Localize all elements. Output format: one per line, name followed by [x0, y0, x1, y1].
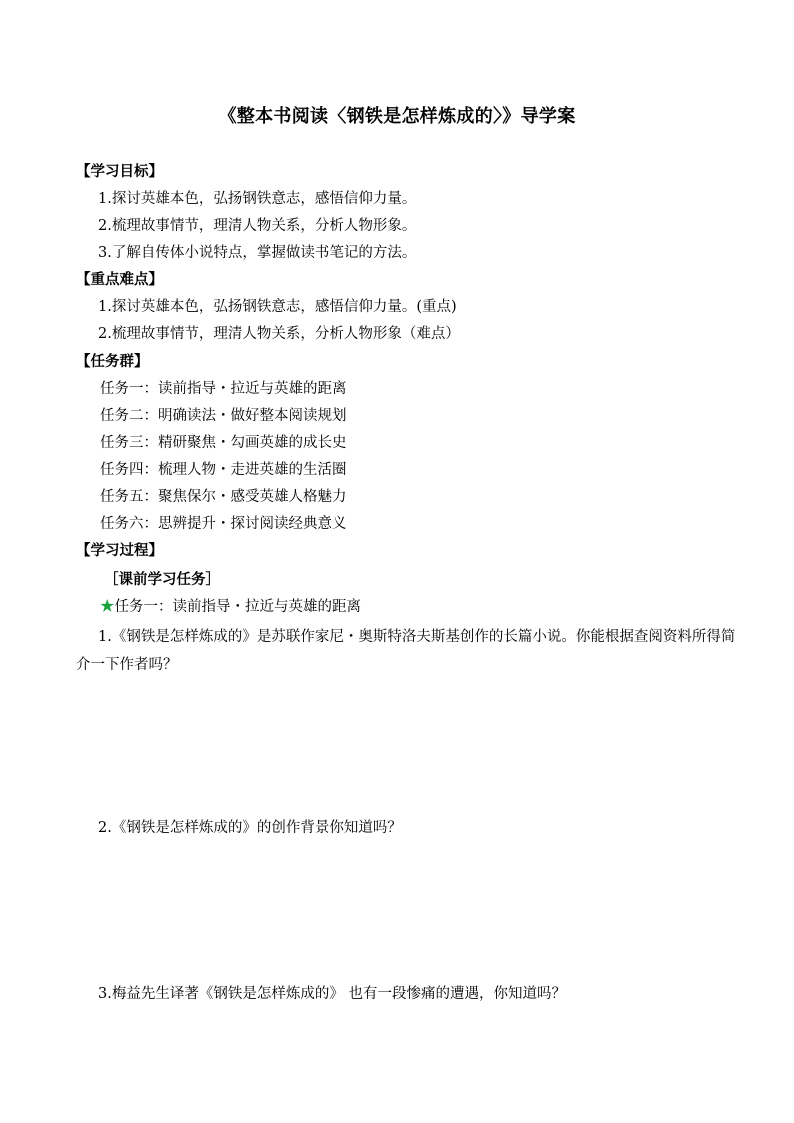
- key-points-heading: 【重点难点】: [76, 271, 163, 288]
- key-point-item-1: 1.探讨英雄本色，弘扬钢铁意志，感悟信仰力量。(重点): [98, 299, 457, 315]
- objective-item-3: 3.了解自传体小说特点，掌握做读书笔记的方法。: [98, 245, 417, 261]
- question-3: 3.梅益先生译著《钢铁是怎样炼成的》 也有一段惨痛的遭遇，你知道吗？: [98, 986, 566, 1002]
- objective-item-2: 2.梳理故事情节，理清人物关系，分析人物形象。: [98, 218, 417, 234]
- task-one-label: 任务一：读前指导・拉近与英雄的距离: [114, 599, 361, 615]
- task-item-5: 任务五：聚焦保尔・感受英雄人格魅力: [100, 489, 347, 505]
- task-item-2: 任务二：明确读法・做好整本阅读规划: [100, 408, 347, 424]
- document-title: 《整本书阅读〈钢铁是怎样炼成的〉》导学案: [218, 106, 576, 127]
- pre-class-subheading: ［课前学习任务］: [104, 571, 220, 588]
- process-heading: 【学习过程】: [76, 542, 163, 559]
- key-point-item-2: 2.梳理故事情节，理清人物关系，分析人物形象（难点）: [98, 326, 460, 342]
- objective-item-1: 1.探讨英雄本色，弘扬钢铁意志，感悟信仰力量。: [98, 191, 417, 207]
- task-item-6: 任务六：思辨提升・探讨阅读经典意义: [100, 516, 347, 532]
- task-item-1: 任务一：读前指导・拉近与英雄的距离: [100, 381, 347, 397]
- task-item-4: 任务四：梳理人物・走进英雄的生活圈: [100, 462, 347, 478]
- objectives-heading: 【学习目标】: [76, 163, 163, 180]
- star-icon: ★: [100, 599, 115, 615]
- task-one-line: [100, 596, 361, 618]
- task-item-3: 任务三：精研聚焦・勾画英雄的成长史: [100, 435, 347, 451]
- tasks-heading: 【任务群】: [76, 353, 149, 370]
- question-1: 1.《钢铁是怎样炼成的》是苏联作家尼・奥斯特洛夫斯基创作的长篇小说。你能根据查阅资料所得简介一下作者吗？: [76, 629, 736, 673]
- question-2: 2.《钢铁是怎样炼成的》的创作背景你知道吗？: [98, 820, 402, 836]
